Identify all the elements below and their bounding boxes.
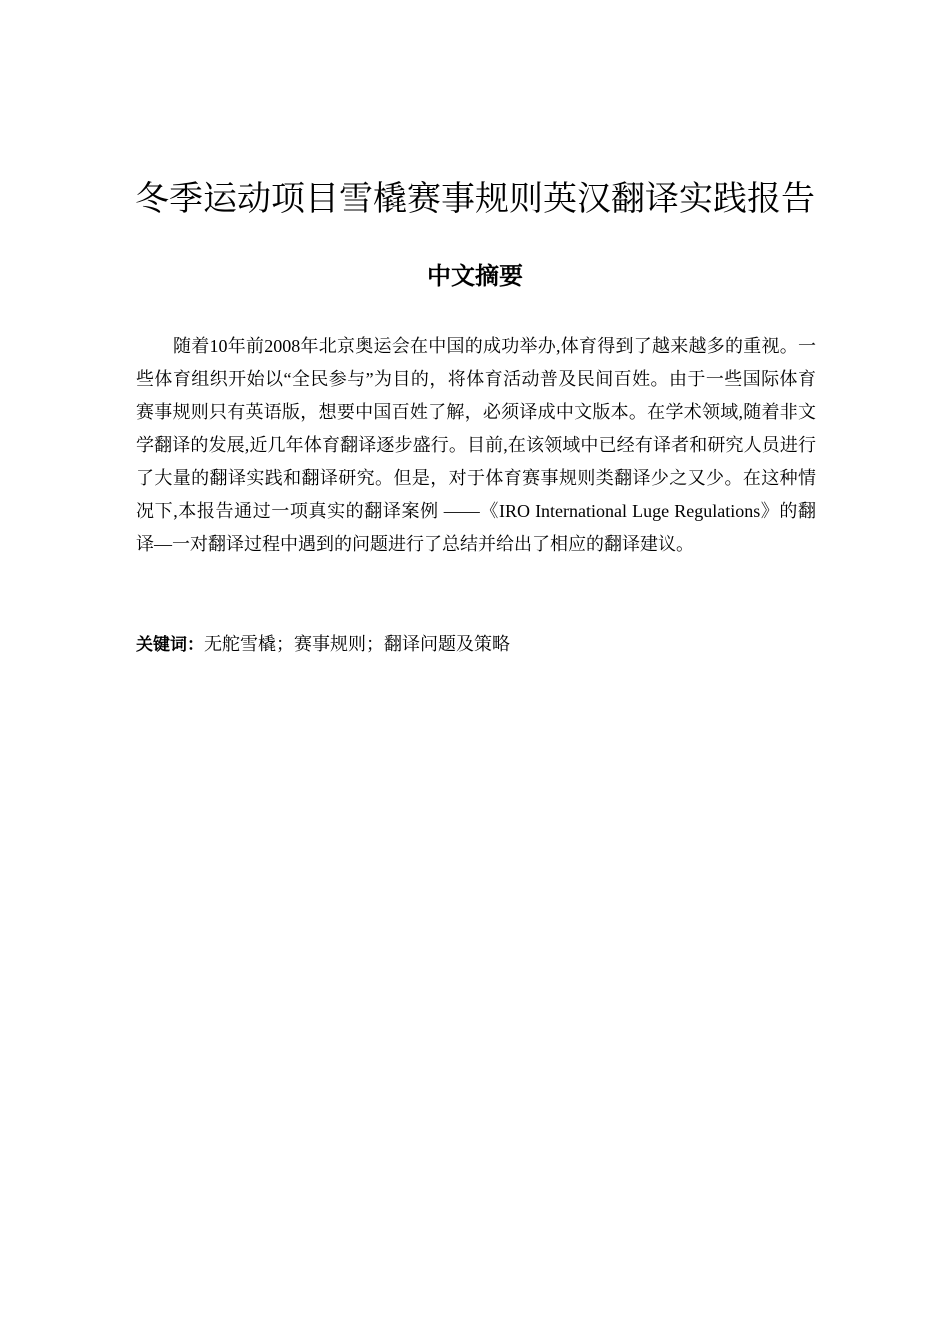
abstract-paragraph: 随着10年前2008年北京奥运会在中国的成功举办,体育得到了越来越多的重视。一些体育组织开始以“全民参与”为目的，将体育活动普及民间百姓。由于一些国际体育赛事规则只有英语版，想要中国百姓了解，必须译成中文版本。在学术领域,随着非文学翻译的发展,近几年体育翻译逐步盛行。目前,在该领域中已经有译者和研究人员进行了大量的翻译实践和翻译研究。但是，对于体育赛事规则类翻译少之又少。在这种情况下,本报告通过一项真实的翻译案例 ——《IRO International Luge Regulations》的翻译—一对翻译过程中遇到的问题进行了总结并给出了相应的翻译建议。 <box>136 336 816 554</box>
section-heading: 中文摘要 <box>427 262 523 290</box>
keywords-text: 无舵雪橇；赛事规则；翻译问题及策略 <box>204 634 510 654</box>
keywords-line <box>136 630 816 659</box>
keywords-label: 关键词： <box>136 635 204 655</box>
document-title: 冬季运动项目雪橇赛事规则英汉翻译实践报告 <box>135 179 815 219</box>
